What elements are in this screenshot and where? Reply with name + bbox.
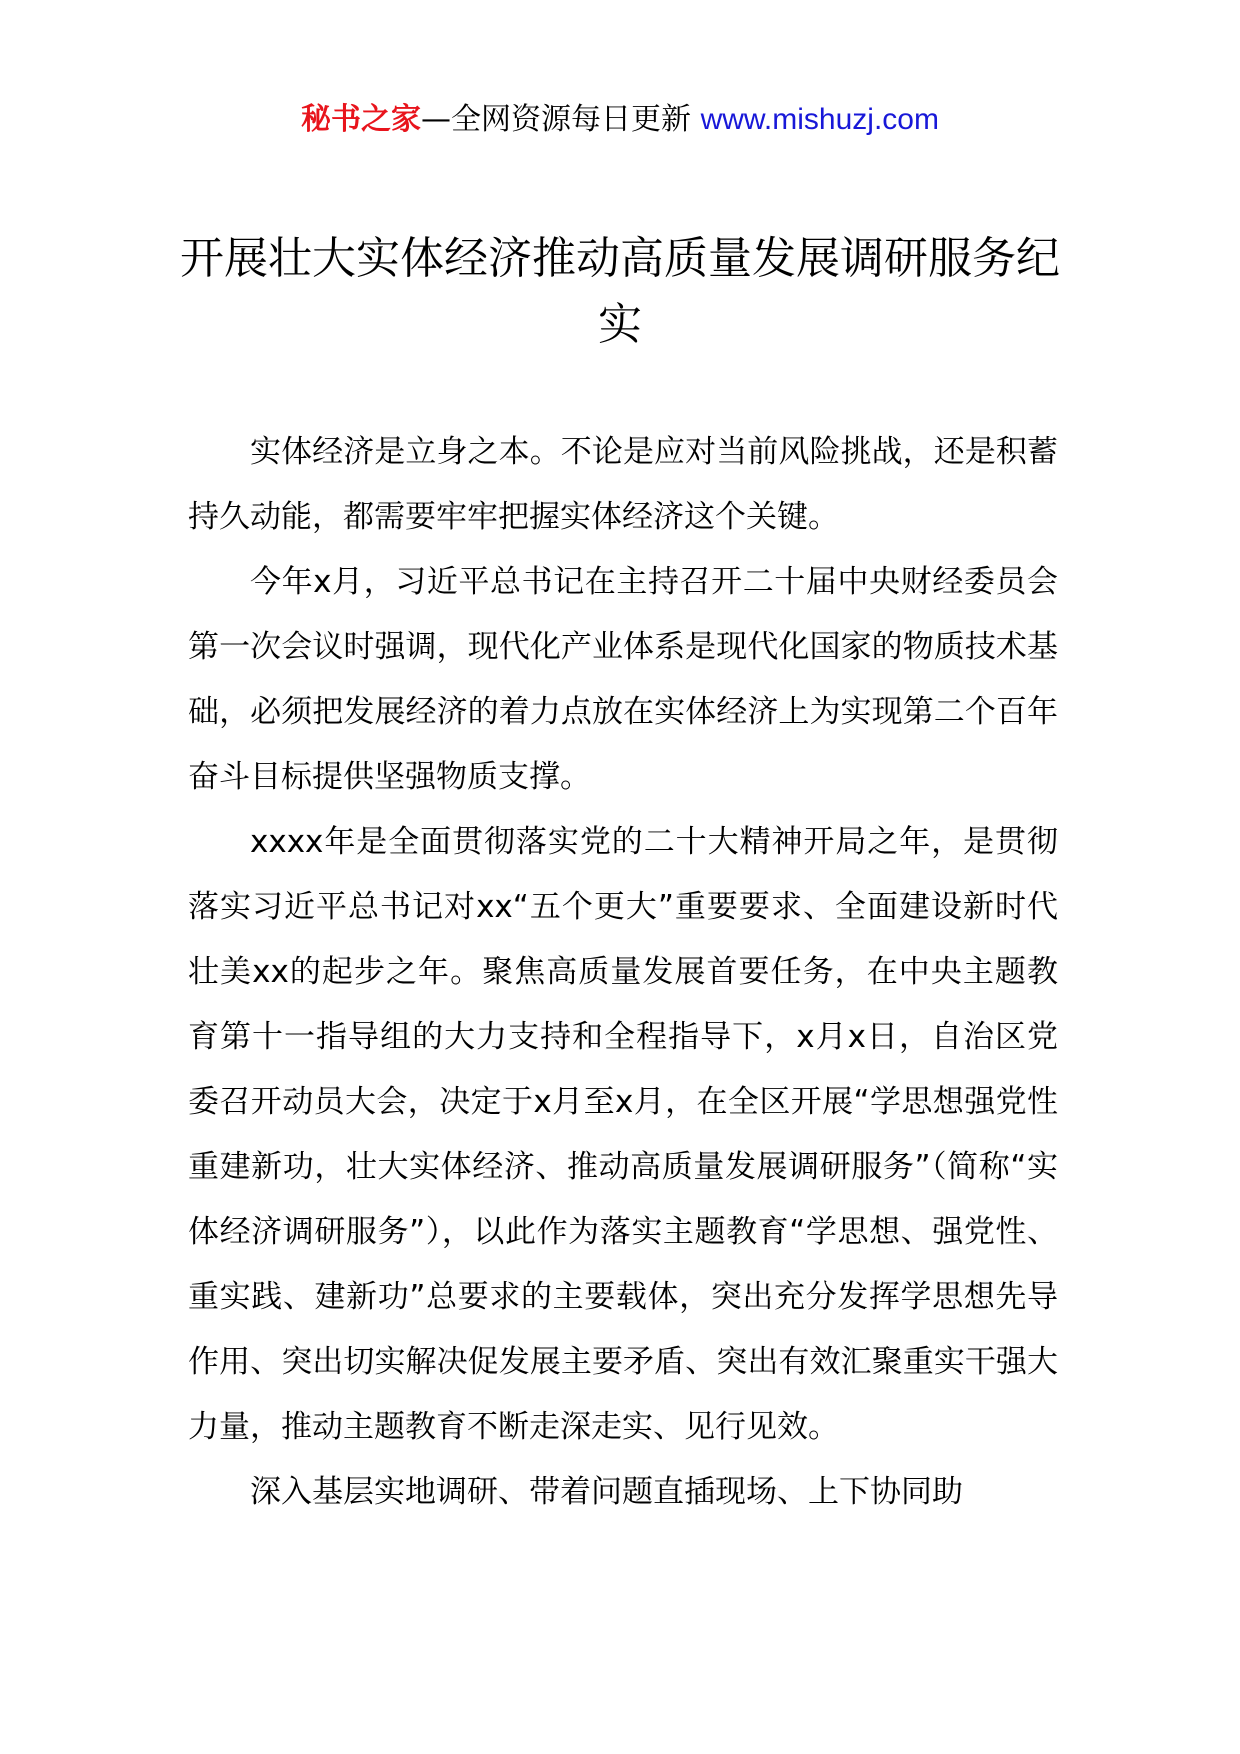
brand-name: 秘书之家 [301,102,422,137]
paragraph-1: 实体经济是立身之本。不论是应对当前风险挑战，还是积蓄持久动能，都需要牢牢把握实体经济这个关键。 [188,434,1058,535]
header-slogan: —全网资源每日更新 [421,102,701,137]
document-body [188,420,1058,1525]
site-url-link[interactable]: www.mishuzj.com [700,103,939,136]
site-header [0,100,1240,140]
paragraph-3: xxxx年是全面贯彻落实党的二十大精神开局之年，是贯彻落实习近平总书记对xx“五个更大”重要要求、全面建设新时代壮美xx的起步之年。聚焦高质量发展首要任务，在中央主题教育第十一指导组的大力支持和全程指导下，x月x日，自治区党委召开动员大会，决定于x月至x月，在全区开展“学思想强党性重建新功，壮大实体经济、推动高质量发展调研服务”（简称“实体经济调研服务”），以此作为落实主题教育“学思想、强党性、重实践、建新功”总要求的主要载体，突出充分发挥学思想先导作用、突出切实解决促发展主要矛盾、突出有效汇聚重实干强大力量，推动主题教育不断走深走实、见行见效。 [188,824,1058,1445]
paragraph-2: 今年x月，习近平总书记在主持召开二十届中央财经委员会第一次会议时强调，现代化产业体系是现代化国家的物质技术基础，必须把发展经济的着力点放在实体经济上为实现第二个百年奋斗目标提供坚强物质支撑。 [188,564,1058,795]
document-title: 开展壮大实体经济推动高质量发展调研服务纪实 [180,233,1060,350]
paragraph-4: 深入基层实地调研、带着问题直插现场、上下协同助 [250,1474,963,1510]
